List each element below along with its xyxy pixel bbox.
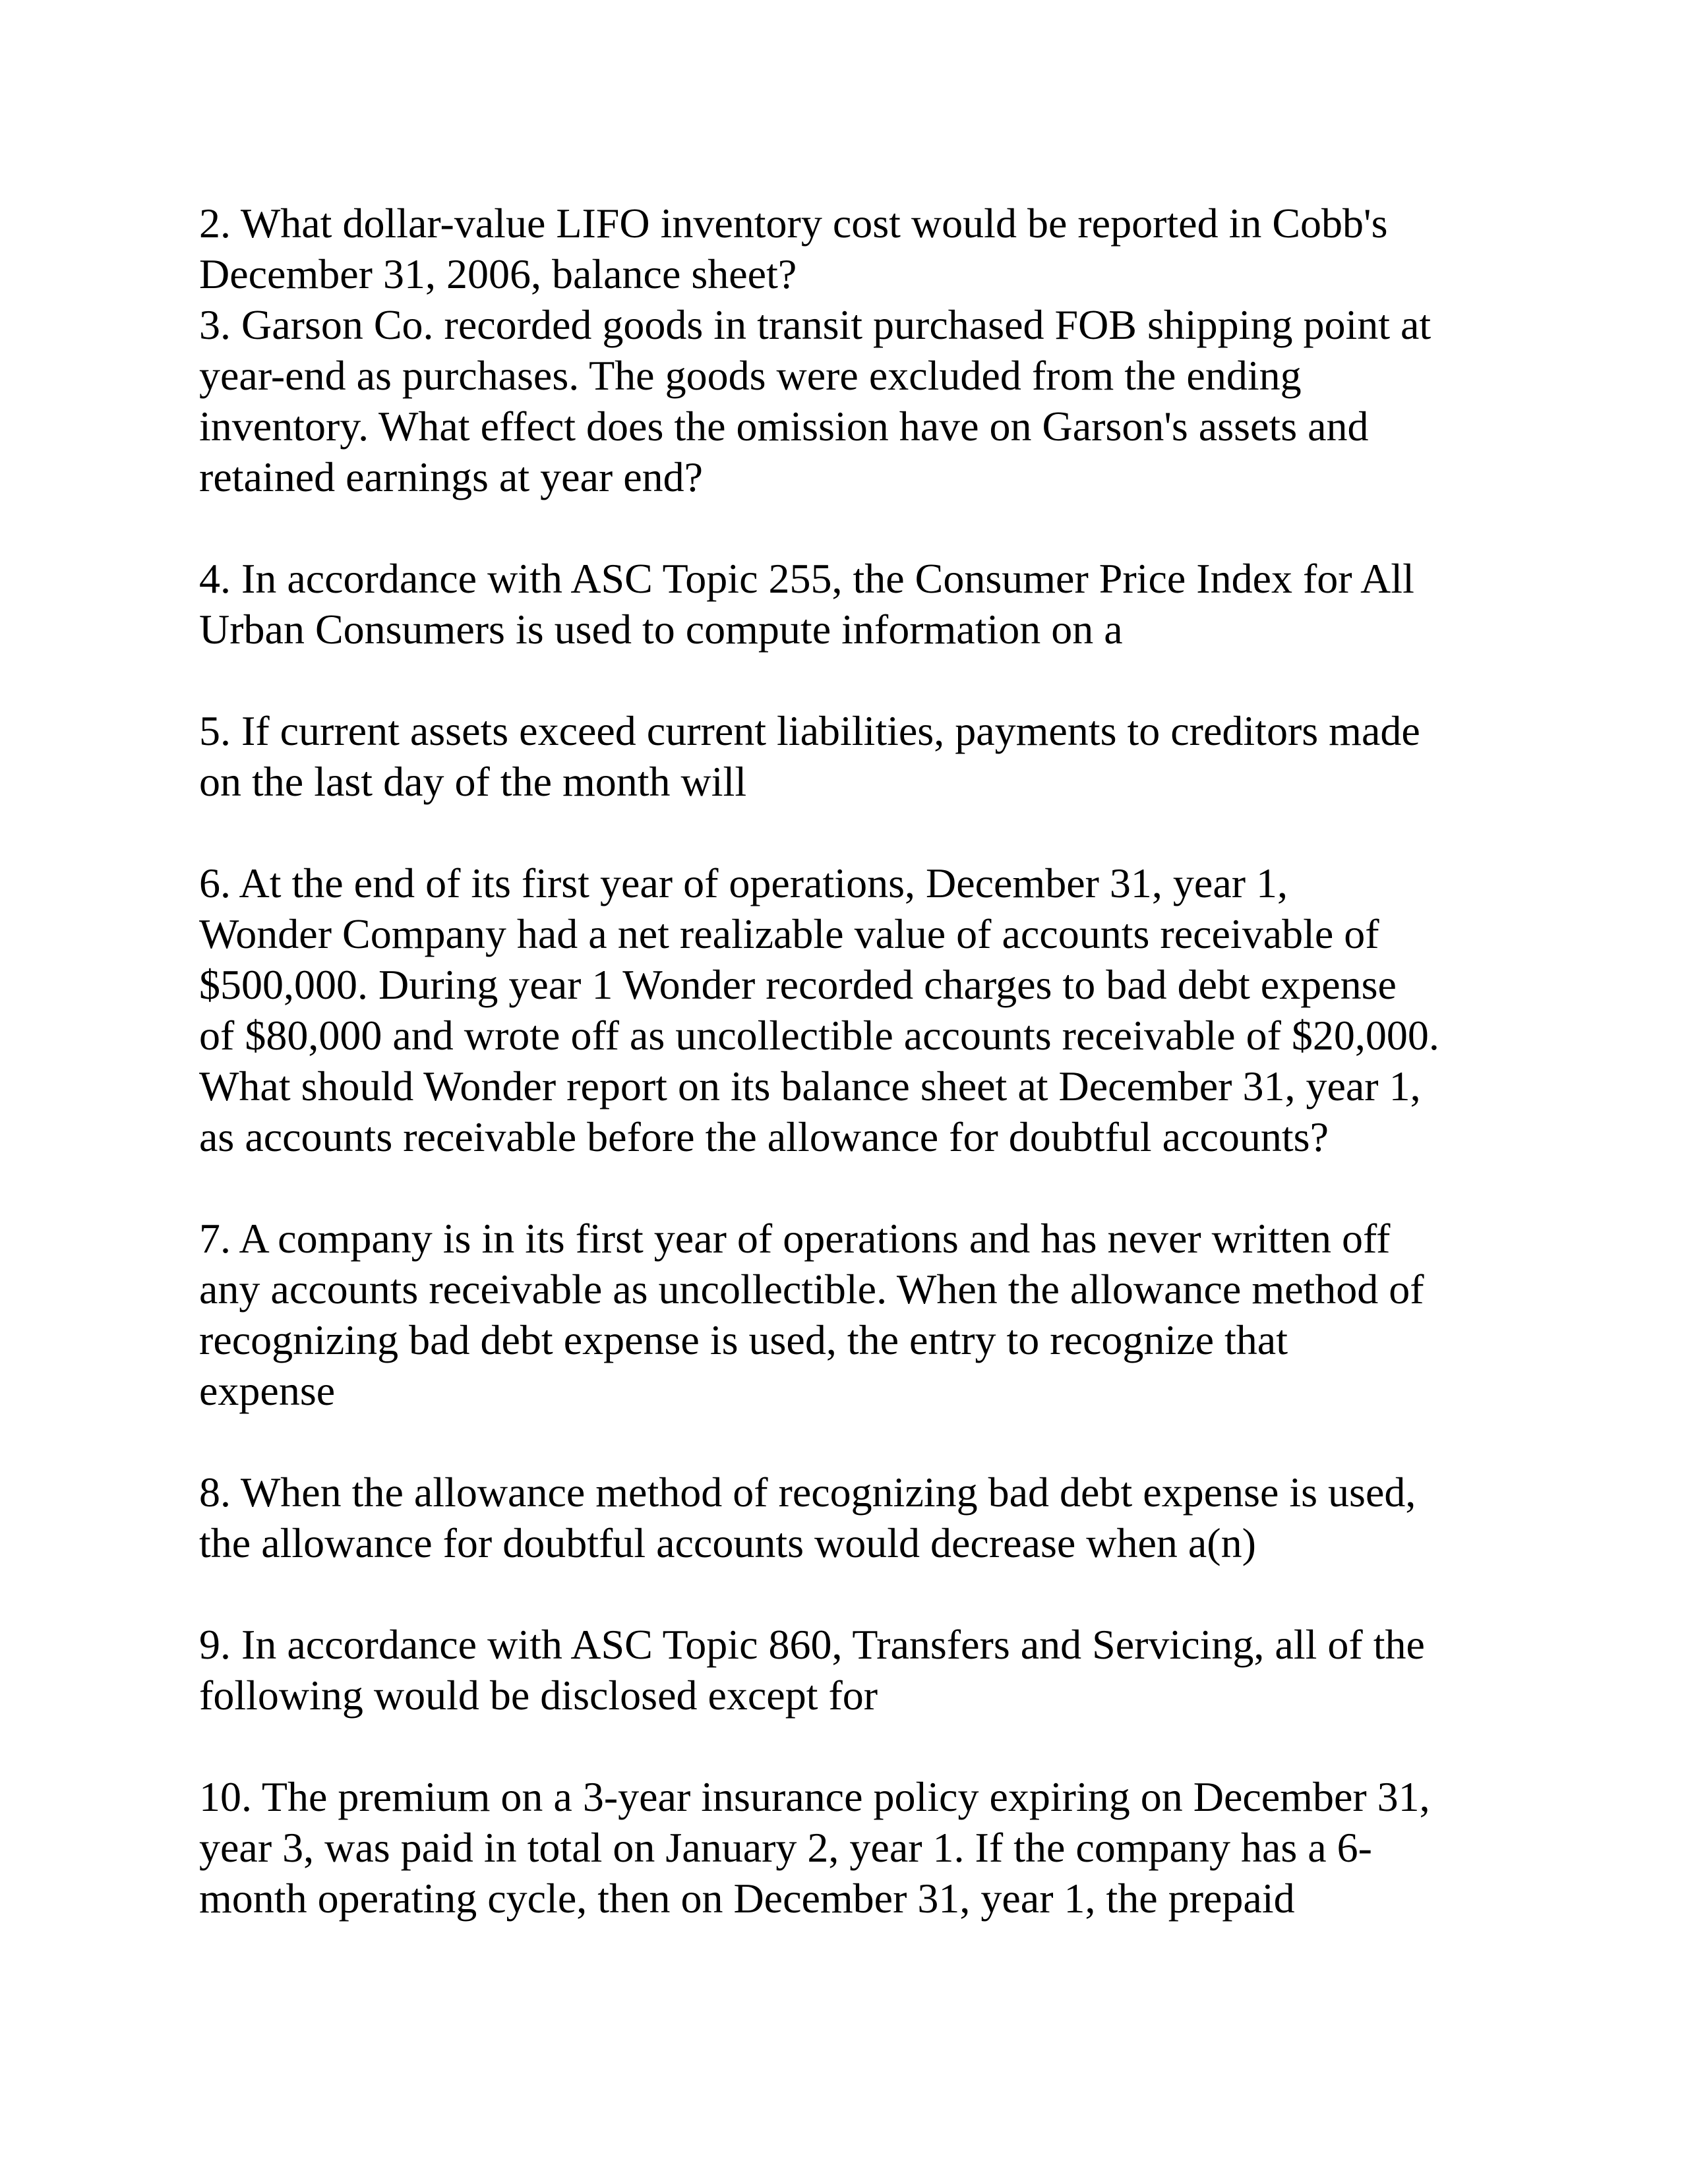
question-line: 5. If current assets exceed current liabilities, payments to creditors made bbox=[199, 707, 1420, 754]
question-line: the allowance for doubtful accounts would decrease when a(n) bbox=[199, 1520, 1256, 1566]
question-line: of $80,000 and wrote off as uncollectible accounts receivable of $20,000. bbox=[199, 1012, 1439, 1059]
question-line: retained earnings at year end? bbox=[199, 454, 704, 500]
question-2 bbox=[199, 198, 1544, 299]
question-line: expense bbox=[199, 1367, 336, 1414]
question-line: 6. At the end of its first year of operations, December 31, year 1, bbox=[199, 860, 1288, 906]
question-line: What should Wonder report on its balance sheet at December 31, year 1, bbox=[199, 1063, 1421, 1109]
question-line: 7. A company is in its first year of operations and has never written off bbox=[199, 1215, 1391, 1262]
question-line: Wonder Company had a net realizable value of accounts receivable of bbox=[199, 910, 1379, 957]
question-line: 2. What dollar-value LIFO inventory cost would be reported in Cobb's bbox=[199, 200, 1388, 247]
question-line: 10. The premium on a 3-year insurance policy expiring on December 31, bbox=[199, 1773, 1430, 1820]
question-9 bbox=[199, 1619, 1544, 1721]
question-3 bbox=[199, 299, 1544, 502]
question-line: any accounts receivable as uncollectible. When the allowance method of bbox=[199, 1266, 1424, 1313]
question-line: as accounts receivable before the allowance for doubtful accounts? bbox=[199, 1113, 1329, 1160]
question-line: inventory. What effect does the omission have on Garson's assets and bbox=[199, 403, 1369, 450]
question-line: 4. In accordance with ASC Topic 255, the Consumer Price Index for All bbox=[199, 555, 1414, 602]
question-line: December 31, 2006, balance sheet? bbox=[199, 251, 797, 297]
question-line: year-end as purchases. The goods were excluded from the ending bbox=[199, 352, 1302, 399]
question-line: following would be disclosed except for bbox=[199, 1672, 878, 1719]
question-line: on the last day of the month will bbox=[199, 758, 747, 805]
question-line: recognizing bad debt expense is used, the entry to recognize that bbox=[199, 1316, 1288, 1363]
document-body bbox=[199, 198, 1544, 1924]
question-line: month operating cycle, then on December 31, year 1, the prepaid bbox=[199, 1875, 1295, 1922]
question-8 bbox=[199, 1467, 1544, 1568]
question-line: Urban Consumers is used to compute information on a bbox=[199, 606, 1123, 653]
question-line: 3. Garson Co. recorded goods in transit purchased FOB shipping point at bbox=[199, 301, 1432, 348]
question-7 bbox=[199, 1213, 1544, 1416]
question-line: 8. When the allowance method of recognizing bad debt expense is used, bbox=[199, 1469, 1416, 1516]
question-4 bbox=[199, 553, 1544, 655]
question-line: 9. In accordance with ASC Topic 860, Transfers and Servicing, all of the bbox=[199, 1621, 1425, 1668]
question-10 bbox=[199, 1771, 1544, 1924]
question-line: $500,000. During year 1 Wonder recorded charges to bad debt expense bbox=[199, 961, 1397, 1008]
question-5 bbox=[199, 705, 1544, 807]
question-line: year 3, was paid in total on January 2, year 1. If the company has a 6- bbox=[199, 1824, 1372, 1871]
question-6 bbox=[199, 858, 1544, 1162]
